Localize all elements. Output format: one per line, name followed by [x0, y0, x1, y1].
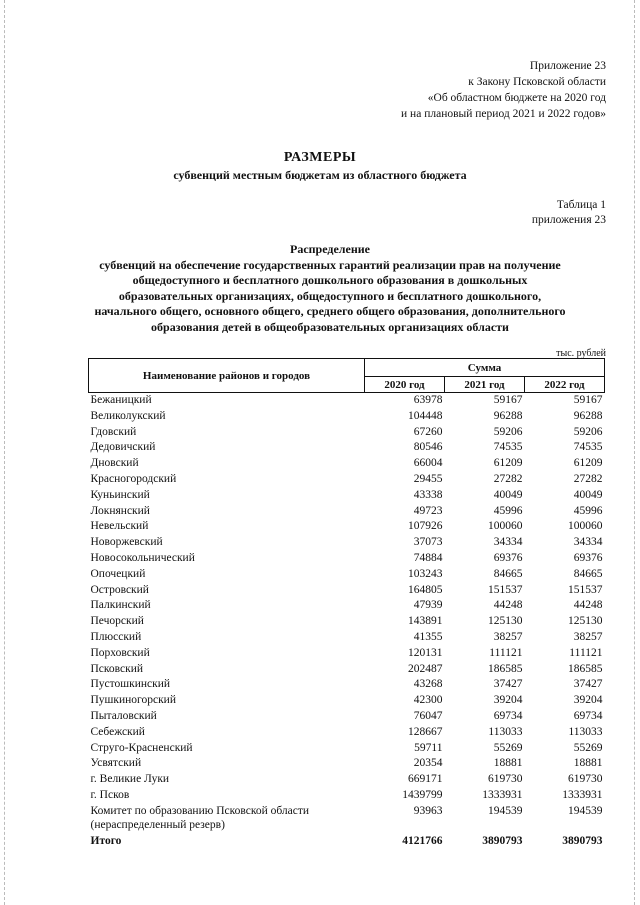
table-row — [89, 583, 605, 599]
page-subtitle: субвенций местным бюджетам из областного бюджета — [173, 168, 467, 182]
row-value-2021: 59167 — [493, 394, 523, 406]
table-row — [89, 598, 605, 614]
table-row — [89, 567, 605, 583]
row-value-2022: 59167 — [573, 394, 603, 406]
row-value-2020: 107926 — [408, 520, 443, 533]
row-value-2021: 39204 — [493, 694, 523, 707]
row-value-2022: 69376 — [573, 551, 603, 564]
row-name: Новоржевский — [90, 536, 163, 549]
row-name: Себежский — [90, 725, 145, 738]
row-value-2020: 120131 — [408, 646, 443, 659]
row-value-2020: 80546 — [413, 441, 443, 454]
committee-name-line-2: (нераспределенный резерв) — [90, 818, 225, 831]
appendix-line-4: и на плановый период 2021 и 2022 годов» — [401, 108, 606, 120]
distribution-line-3: общедоступного и бесплатного дошкольного образования в дошкольных — [132, 273, 528, 287]
row-value-2021: 59206 — [493, 425, 523, 438]
row-value-2021: 44248 — [493, 599, 523, 612]
row-value-2022: 84665 — [573, 567, 603, 580]
table-row — [89, 440, 605, 456]
row-name: Красногородский — [90, 472, 177, 485]
column-header-name: Наименование районов и городов — [89, 359, 365, 393]
distribution-heading — [70, 242, 590, 335]
row-name: Порховский — [90, 646, 150, 659]
row-value-2021: 69376 — [493, 551, 523, 564]
table-row-committee — [89, 804, 605, 834]
row-value-2022: 113033 — [568, 725, 603, 738]
row-value-2021: 111121 — [489, 646, 523, 659]
row-value-2022: 151537 — [568, 583, 603, 596]
row-value-2020: 63978 — [413, 394, 443, 406]
column-header-2022: 2022 год — [525, 377, 605, 393]
row-value-2021: 69734 — [493, 709, 523, 722]
table-body — [89, 393, 605, 804]
row-value-2022: 59206 — [573, 425, 603, 438]
row-value-2022: 100060 — [568, 520, 603, 533]
row-name — [89, 804, 365, 834]
row-name: Псковский — [90, 662, 144, 675]
row-value-2021: 125130 — [488, 615, 523, 628]
column-header-sum: Сумма — [365, 359, 605, 377]
row-name: Пустошкинский — [90, 678, 171, 691]
row-name: Опочецкий — [90, 567, 146, 580]
row-value-2020: 104448 — [408, 409, 443, 422]
row-name: Усвятский — [90, 757, 142, 770]
table-row — [89, 425, 605, 441]
table-row — [89, 630, 605, 646]
table-row — [89, 488, 605, 504]
scan-edge-right — [634, 0, 635, 905]
row-name: Невельский — [90, 520, 149, 533]
distribution-line-1: Распределение — [289, 242, 371, 256]
row-name: Струго-Красненский — [90, 741, 193, 754]
row-value-2021: 74535 — [493, 441, 523, 454]
row-value-2021: 37427 — [493, 678, 523, 691]
total-2020: 4121766 — [402, 834, 443, 847]
row-value-2021: 194539 — [488, 804, 523, 817]
row-value-2020: 74884 — [413, 551, 443, 564]
table-row — [89, 646, 605, 662]
row-name: Островский — [90, 583, 149, 596]
row-value-2021: 18881 — [493, 757, 523, 770]
row-value-2021: 186585 — [488, 662, 523, 675]
row-value-2022: 1333931 — [562, 788, 603, 801]
row-value-2020: 37073 — [413, 536, 443, 549]
row-value-2020: 103243 — [408, 567, 443, 580]
row-value-2022: 38257 — [573, 630, 603, 643]
table-row — [89, 519, 605, 535]
row-value-2020: 49723 — [413, 504, 443, 517]
page-title: РАЗМЕРЫ — [283, 150, 357, 165]
appendix-line-1: Приложение 23 — [529, 60, 606, 72]
row-value-2020: 43268 — [413, 678, 443, 691]
row-value-2022: 74535 — [573, 441, 603, 454]
row-name: г. Псков — [90, 788, 130, 801]
scan-edge-left — [4, 0, 5, 905]
row-value-2021: 619730 — [488, 773, 523, 786]
distribution-line-4: образовательных организациях, общедоступного и бесплатного дошкольного, — [118, 288, 542, 303]
row-value-2021: 40049 — [493, 488, 523, 501]
row-value-2020: 29455 — [413, 472, 443, 485]
table-row — [89, 409, 605, 425]
subsidy-table — [88, 358, 605, 850]
table-row — [89, 456, 605, 472]
row-value-2022: 34334 — [573, 536, 603, 549]
appendix-header — [401, 58, 606, 122]
row-value-2022: 69734 — [573, 709, 603, 722]
row-name: Великолукский — [90, 409, 166, 422]
row-value-2020: 1439799 — [402, 788, 443, 801]
row-value-2020: 164805 — [408, 583, 443, 596]
column-header-2020: 2020 год — [365, 377, 445, 393]
table-row — [89, 772, 605, 788]
table-row — [89, 756, 605, 772]
row-value-2021: 96288 — [493, 409, 523, 422]
row-name: Бежаницкий — [90, 394, 152, 406]
total-2021: 3890793 — [482, 834, 523, 847]
row-value-2021: 84665 — [493, 567, 523, 580]
row-value-2022: 186585 — [568, 662, 603, 675]
table-row — [89, 614, 605, 630]
row-value-2020: 47939 — [413, 599, 443, 612]
table-row — [89, 709, 605, 725]
row-value-2021: 151537 — [488, 583, 523, 596]
row-value-2021: 34334 — [493, 536, 523, 549]
row-name: Печорский — [90, 615, 144, 628]
row-value-2022: 37427 — [573, 678, 603, 691]
row-value-2020: 42300 — [413, 694, 443, 707]
table-row — [89, 662, 605, 678]
row-value-2022: 44248 — [573, 599, 603, 612]
row-name: Пушкиногорский — [90, 694, 176, 707]
row-value-2022: 40049 — [573, 488, 603, 501]
row-value-2020: 41355 — [413, 630, 443, 643]
appendix-line-3: «Об областном бюджете на 2020 год — [427, 92, 606, 104]
row-name: Новосокольнический — [90, 551, 195, 564]
distribution-line-2: субвенций на обеспечение государственных гарантий реализации прав на получение — [99, 257, 561, 272]
table-ref-line-2: приложения 23 — [531, 214, 606, 226]
table-row — [89, 504, 605, 520]
row-name: Гдовский — [90, 425, 137, 438]
row-value-2020: 76047 — [413, 709, 443, 722]
table-row — [89, 677, 605, 693]
units-label: тыс. рублей — [556, 348, 606, 359]
row-value-2020: 59711 — [414, 741, 443, 754]
row-value-2020: 43338 — [413, 488, 443, 501]
row-value-2022: 55269 — [573, 741, 603, 754]
row-value-2020: 67260 — [413, 425, 443, 438]
table-row-total — [89, 834, 605, 850]
table-row — [89, 725, 605, 741]
table-row — [89, 693, 605, 709]
table-row — [89, 551, 605, 567]
distribution-line-5: начального общего, основного общего, среднего общего образования, дополнительного — [94, 304, 566, 318]
row-value-2020: 93963 — [413, 804, 443, 817]
row-value-2021: 45996 — [493, 504, 523, 517]
row-value-2022: 27282 — [573, 472, 603, 485]
row-name: Палкинский — [90, 599, 151, 612]
row-value-2022: 96288 — [573, 409, 603, 422]
table-row — [89, 788, 605, 804]
row-value-2022: 111121 — [569, 646, 603, 659]
appendix-line-2: к Закону Псковской области — [468, 76, 606, 88]
row-value-2022: 18881 — [573, 757, 603, 770]
total-2022: 3890793 — [562, 834, 603, 847]
committee-name-line-1: Комитет по образованию Псковской области — [90, 804, 310, 817]
row-name: г. Великие Луки — [90, 773, 170, 786]
table-row — [89, 741, 605, 757]
row-value-2020: 669171 — [408, 773, 443, 786]
row-value-2021: 61209 — [493, 457, 523, 470]
row-value-2020: 143891 — [408, 615, 443, 628]
row-value-2022: 61209 — [573, 457, 603, 470]
row-value-2022: 45996 — [573, 504, 603, 517]
row-value-2021: 27282 — [493, 472, 523, 485]
row-name: Локнянский — [90, 504, 150, 517]
row-value-2022: 194539 — [568, 804, 603, 817]
row-value-2021: 55269 — [493, 741, 523, 754]
table-ref-line-1: Таблица 1 — [556, 199, 606, 211]
row-value-2022: 125130 — [568, 615, 603, 628]
row-value-2020: 128667 — [408, 725, 443, 738]
table-row — [89, 535, 605, 551]
row-value-2020: 66004 — [413, 457, 443, 470]
row-value-2021: 113033 — [488, 725, 523, 738]
row-name: Дновский — [90, 457, 139, 470]
row-name: Куньинский — [90, 488, 150, 501]
row-name: Дедовичский — [90, 441, 156, 454]
table-row — [89, 472, 605, 488]
row-value-2020: 202487 — [408, 662, 443, 675]
total-label: Итого — [90, 834, 122, 847]
row-name: Плюсский — [90, 630, 142, 643]
row-value-2020: 20354 — [413, 757, 443, 770]
row-value-2021: 1333931 — [482, 788, 523, 801]
row-value-2022: 39204 — [573, 694, 603, 707]
table-reference — [532, 198, 606, 228]
column-header-2021: 2021 год — [445, 377, 525, 393]
row-value-2022: 619730 — [568, 773, 603, 786]
row-value-2021: 100060 — [488, 520, 523, 533]
table-row — [89, 393, 605, 409]
row-name: Пыталовский — [90, 709, 157, 722]
distribution-line-6: образования детей в общеобразовательных организациях области — [151, 319, 509, 334]
row-value-2021: 38257 — [493, 630, 523, 643]
